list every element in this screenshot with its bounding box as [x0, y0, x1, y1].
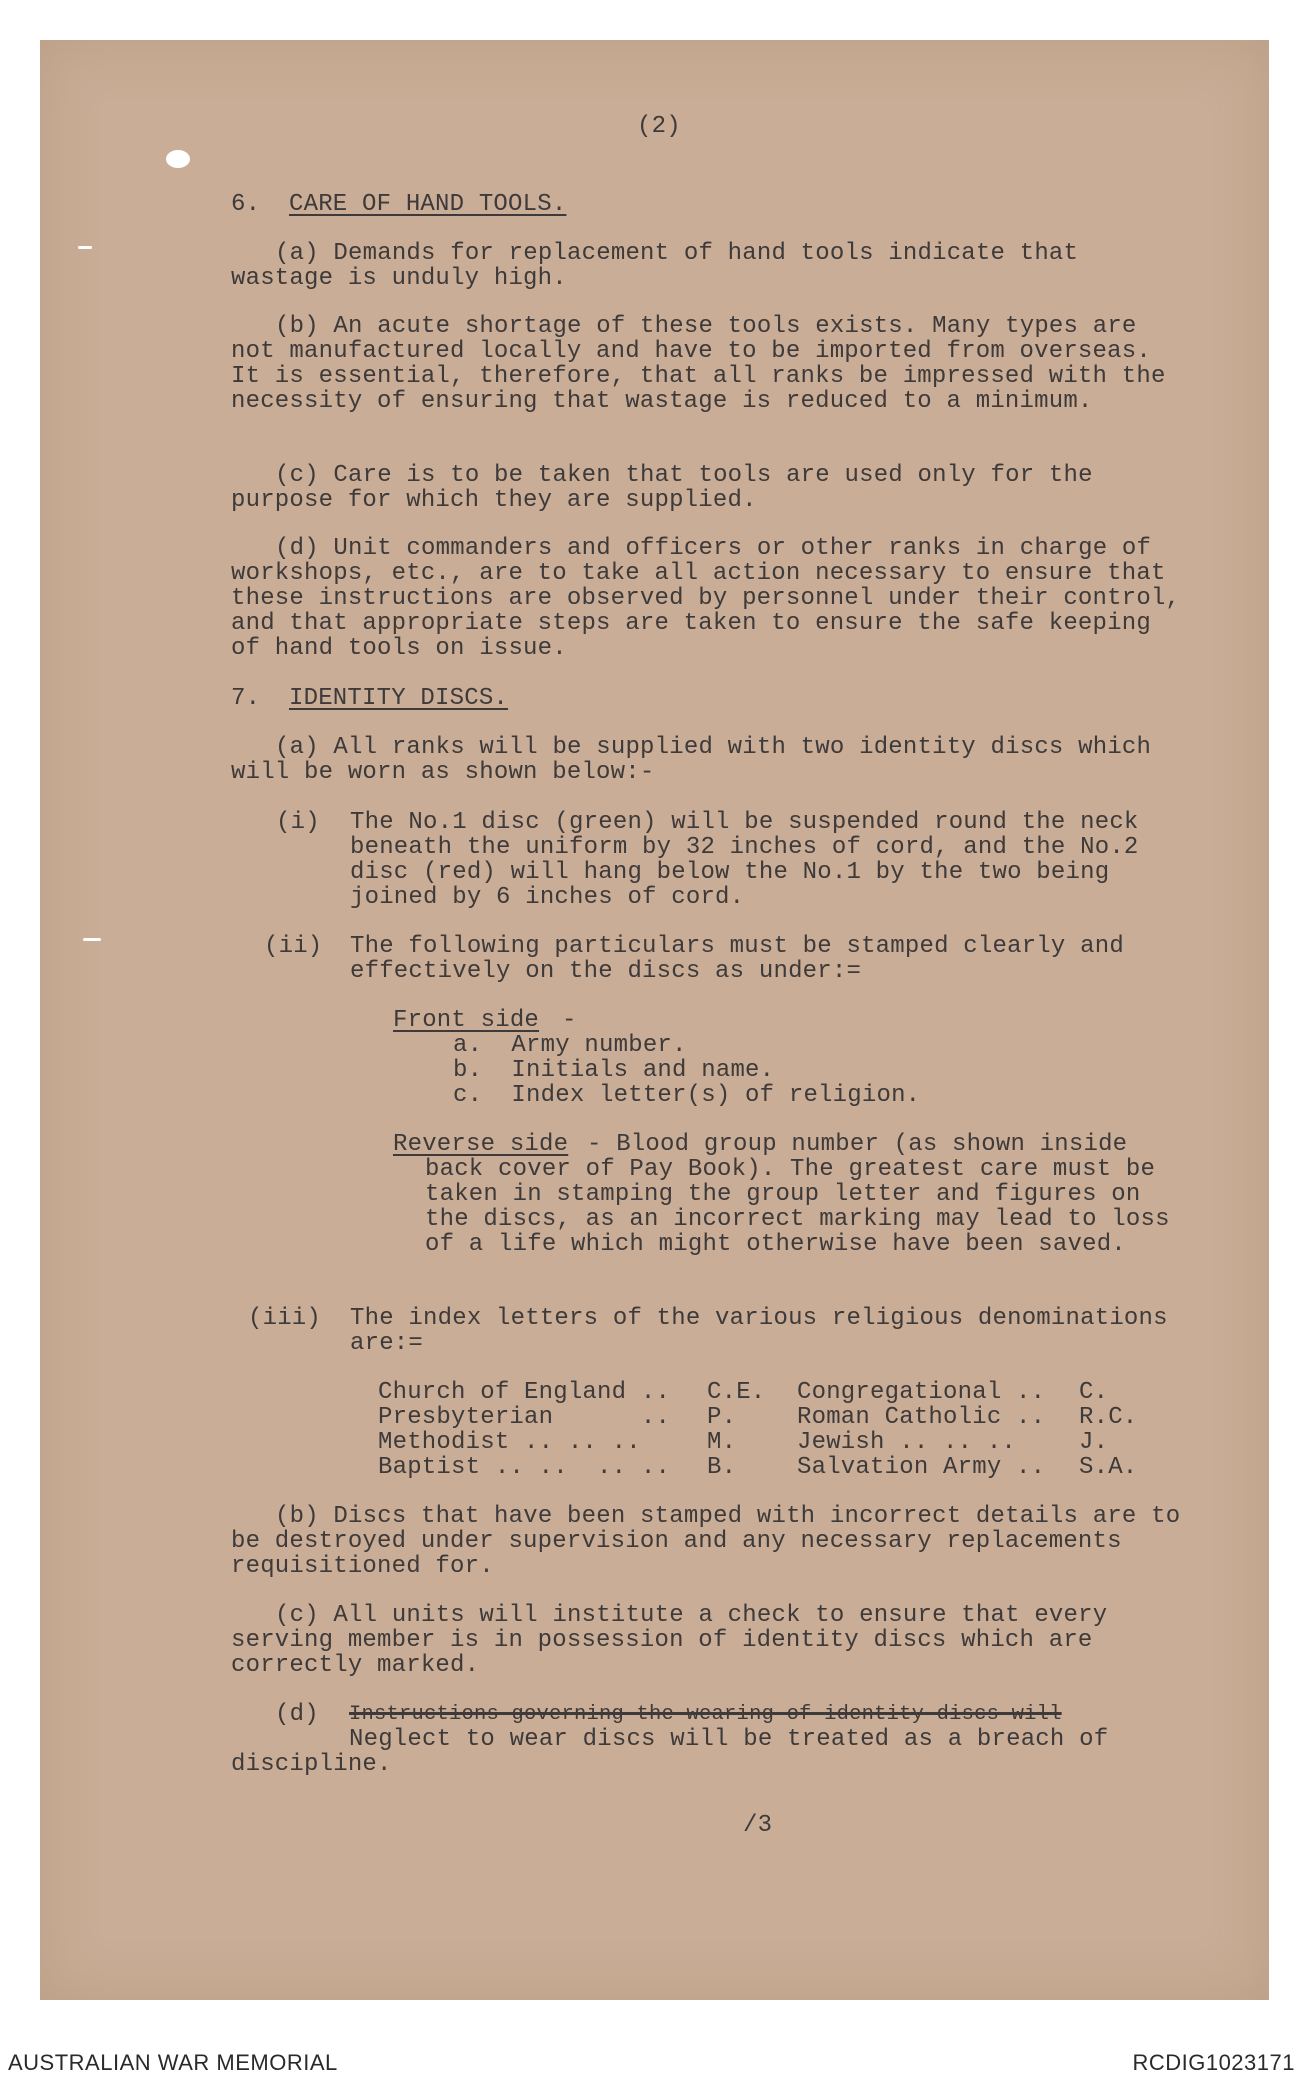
section-6-para-b: (b) An acute shortage of these tools exists. Many types are not manufactured locally and have to be imported from overseas. It is essential, therefore, that all ranks be impressed with the necessity of ensuring that wastage is reduced to a minimum.	[231, 313, 1166, 415]
section-6-number: 6.	[231, 191, 261, 218]
sub-iii-text: The index letters of the various religious denominations are:=	[350, 1305, 1168, 1357]
denomination-code: M.	[707, 1429, 737, 1456]
denomination-name: Baptist .. .. .. ..	[378, 1454, 671, 1481]
denomination-name: Roman Catholic ..	[797, 1404, 1046, 1431]
next-page-marker: /3	[743, 1812, 773, 1839]
section-7-para-d-label: (d)	[275, 1701, 319, 1728]
section-7-number: 7.	[231, 685, 261, 712]
reverse-side-label: Reverse side	[393, 1131, 569, 1158]
sub-iii-label: (iii)	[248, 1305, 322, 1332]
section-7-para-c: (c) All units will institute a check to ensure that every serving member is in possession of identity discs which are correctly marked.	[231, 1602, 1108, 1679]
front-side-label: Front side	[393, 1007, 540, 1034]
denomination-name: Methodist .. .. ..	[378, 1429, 641, 1456]
denomination-code: J.	[1079, 1429, 1109, 1456]
margin-mark	[78, 246, 92, 249]
denomination-code: R.C.	[1079, 1404, 1138, 1431]
section-6-para-c: (c) Care is to be taken that tools are used only for the purpose for which they are supplied.	[231, 462, 1093, 514]
denomination-name: Salvation Army ..	[797, 1454, 1046, 1481]
section-7-para-b: (b) Discs that have been stamped with incorrect details are to be destroyed under supervision and any necessary replacements requisitioned for.	[231, 1503, 1181, 1580]
section-6-heading: CARE OF HAND TOOLS.	[289, 191, 567, 218]
page-number: (2)	[637, 113, 681, 140]
denomination-code: P.	[707, 1404, 737, 1431]
footer-left: AUSTRALIAN WAR MEMORIAL	[8, 2050, 338, 2075]
front-item-c: c. Index letter(s) of religion.	[453, 1082, 921, 1109]
section-7-heading: IDENTITY DISCS.	[289, 685, 509, 712]
denomination-name: Church of England ..	[378, 1379, 671, 1406]
denomination-code: S.A.	[1079, 1454, 1138, 1481]
sub-i-text: The No.1 disc (green) will be suspended round the neck beneath the uniform by 32 inches of cord, and the No.2 disc (red) will hang below the No.1 by the two being joined by 6 inches of cord.	[350, 809, 1139, 911]
front-item-b: b. Initials and name.	[453, 1057, 775, 1084]
denomination-code: B.	[707, 1454, 737, 1481]
reverse-side-text: - Blood group number (as shown inside back cover of Pay Book). The greatest care must be taken in stamping the group letter and figures on the discs, as an incorrect marking may lead to loss of a life which might otherwise have been saved.	[425, 1131, 1170, 1258]
denomination-name: Jewish .. .. ..	[797, 1429, 1017, 1456]
denomination-code: C.	[1079, 1379, 1109, 1406]
footer-right: RCDIG1023171	[1132, 2050, 1295, 2075]
punch-hole	[166, 150, 190, 168]
section-7-para-d: Neglect to wear discs will be treated as a breach of discipline.	[231, 1726, 1109, 1778]
sub-ii-label: (ii)	[264, 933, 323, 960]
denomination-name: Presbyterian ..	[378, 1404, 671, 1431]
section-7-para-a: (a) All ranks will be supplied with two identity discs which will be worn as shown below:-	[231, 734, 1152, 786]
margin-mark	[83, 938, 101, 941]
sub-i-label: (i)	[276, 809, 320, 836]
section-6-para-a: (a) Demands for replacement of hand tools indicate that wastage is unduly high.	[231, 240, 1079, 292]
denomination-name: Congregational ..	[797, 1379, 1046, 1406]
front-side-dash: -	[562, 1007, 577, 1034]
struck-out-line: Instructions governing the wearing of identity discs will	[349, 1703, 1062, 1726]
denomination-code: C.E.	[707, 1379, 766, 1406]
section-6-para-d: (d) Unit commanders and officers or other ranks in charge of workshops, etc., are to take all action necessary to ensure that these instructions are observed by personnel under their control, and that appropriate steps are taken to ensure the safe keeping of hand tools on issue.	[231, 535, 1181, 662]
sub-ii-text: The following particulars must be stamped clearly and effectively on the discs as under:=	[350, 933, 1124, 985]
front-item-a: a. Army number.	[453, 1032, 687, 1059]
